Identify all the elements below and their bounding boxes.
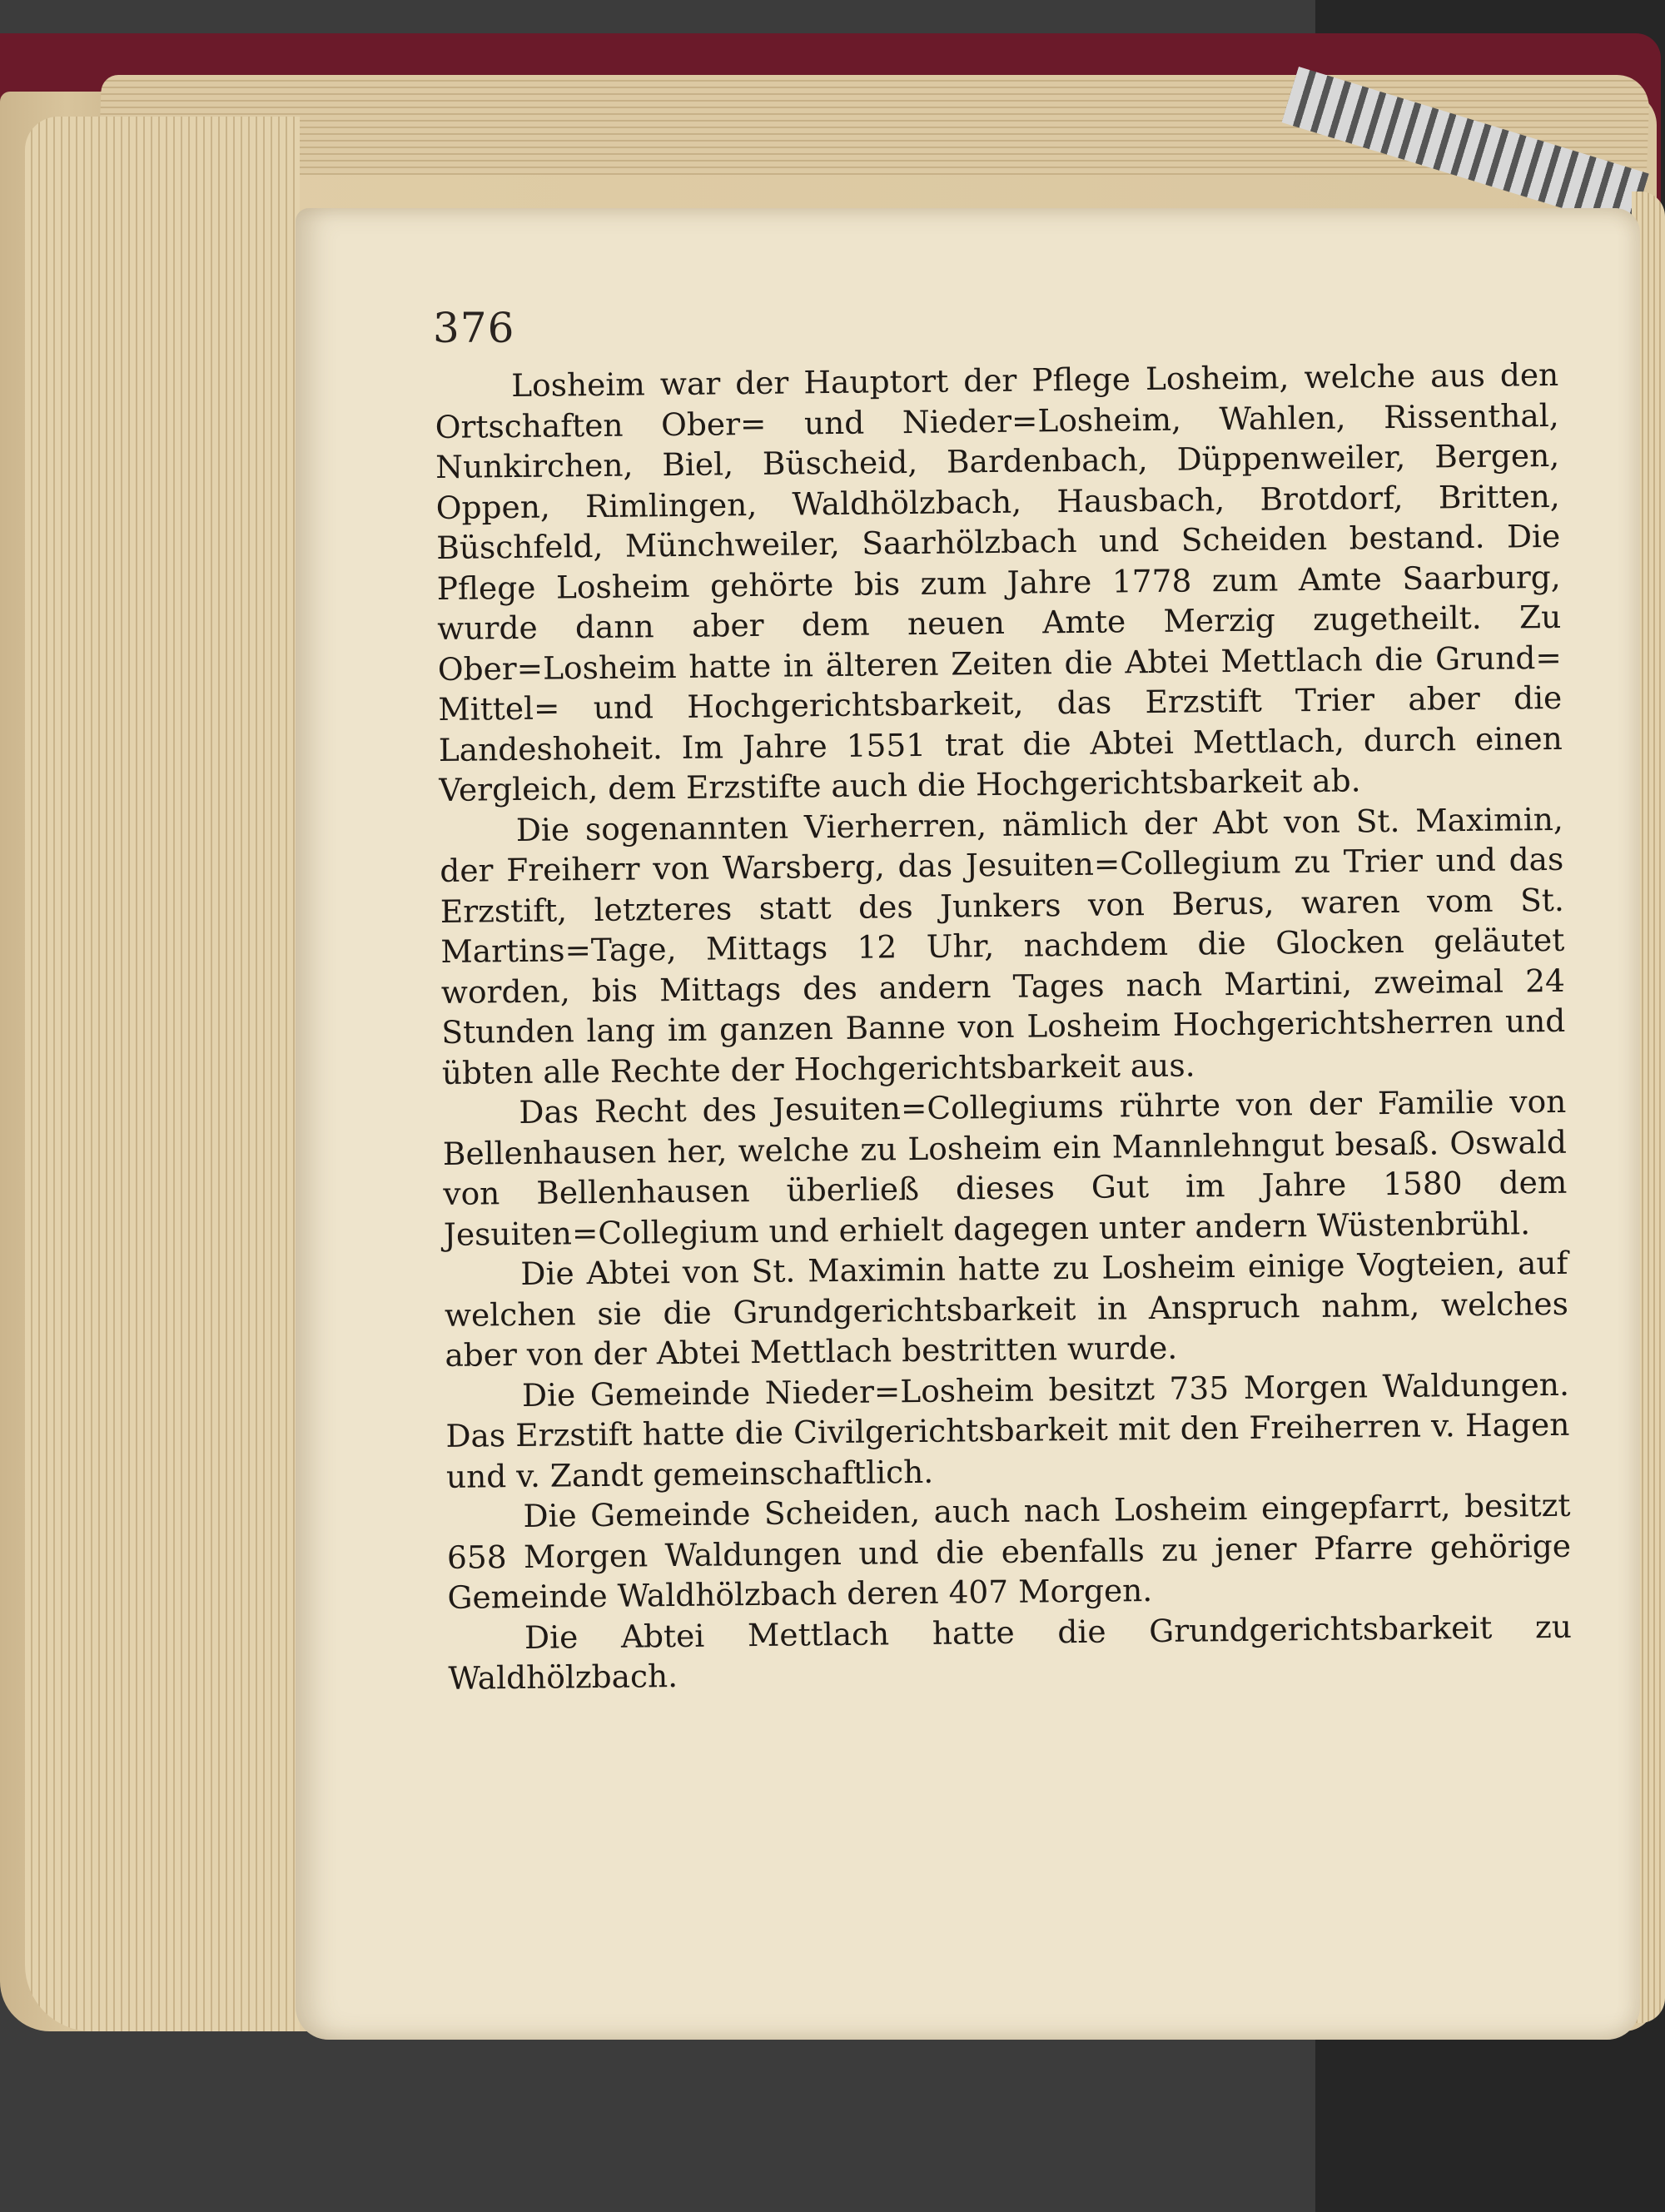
- page-number: 376: [433, 304, 515, 352]
- paragraph: Die Abtei Mettlach hatte die Grundgerichtsbarkeit zu Waldhölzbach.: [448, 1608, 1573, 1697]
- page-edges-left: [25, 117, 300, 2031]
- paragraph: Losheim war der Hauptort der Pflege Losheim, welche aus den Ortschaften Ober= und Nieder=Losheim, Wahlen, Rissenthal, Nunkirchen, Biel, Büscheid, Bardenbach, Düppenweiler, Bergen, Oppen, Rimlingen, Waldhölzbach, Hausbach, Brotdorf, Britten, Büschfeld, Münchweiler, Saarhölzbach und Scheiden bestand. Die Pflege Losheim gehörte bis zum Jahre 1778 zum Amte Saarburg, wurde dann aber dem neuen Amte Merzig zugetheilt. Zu Ober=Losheim hatte in älteren Zeiten die Abtei Mettlach die Grund= Mittel= und Hochgerichtsbarkeit, das Erzstift Trier aber die Landeshoheit. Im Jahre 1551 trat die Abtei Mettlach, durch einen Vergleich, dem Erzstifte auch die Hochgerichtsbarkeit ab.: [435, 355, 1563, 808]
- paragraph: Die Abtei von St. Maximin hatte zu Losheim einige Vogteien, auf welchen sie die Grundgerichtsbarkeit in Anspruch nahm, welches aber von der Abtei Mettlach bestritten wurde.: [444, 1244, 1569, 1374]
- page-body-text: [435, 355, 1573, 1699]
- paragraph: Die sogenannten Vierherren, nämlich der Abt von St. Maximin, der Freiherr von Warsberg, das Jesuiten=Collegium zu Trier und das Erzstift, letzteres statt des Junkers von Berus, waren vom St. Martins=Tage, Mittags 12 Uhr, nachdem die Glocken geläutet worden, bis Mittags des andern Tages nach Martini, zweimal 24 Stunden lang im ganzen Banne von Losheim Hochgerichtsherren und übten alle Rechte der Hochgerichtsbarkeit aus.: [440, 800, 1566, 1091]
- paragraph: Das Recht des Jesuiten=Collegiums rührte von der Familie von Bellenhausen her, welche zu Losheim ein Mannlehngut besaß. Oswald von Bellenhausen überließ dieses Gut im Jahre 1580 dem Jesuiten=Collegium und erhielt dagegen unter andern Wüstenbrühl.: [442, 1082, 1568, 1253]
- paragraph: Die Gemeinde Nieder=Losheim besitzt 735 Morgen Waldungen. Das Erzstift hatte die Civilgerichtsbarkeit mit den Freiherren v. Hagen und v. Zandt gemeinschaftlich.: [445, 1365, 1570, 1495]
- paragraph: Die Gemeinde Scheiden, auch nach Losheim eingepfarrt, besitzt 658 Morgen Waldungen und die ebenfalls zu jener Pfarre gehörige Gemeinde Waldhölzbach deren 407 Morgen.: [446, 1486, 1572, 1616]
